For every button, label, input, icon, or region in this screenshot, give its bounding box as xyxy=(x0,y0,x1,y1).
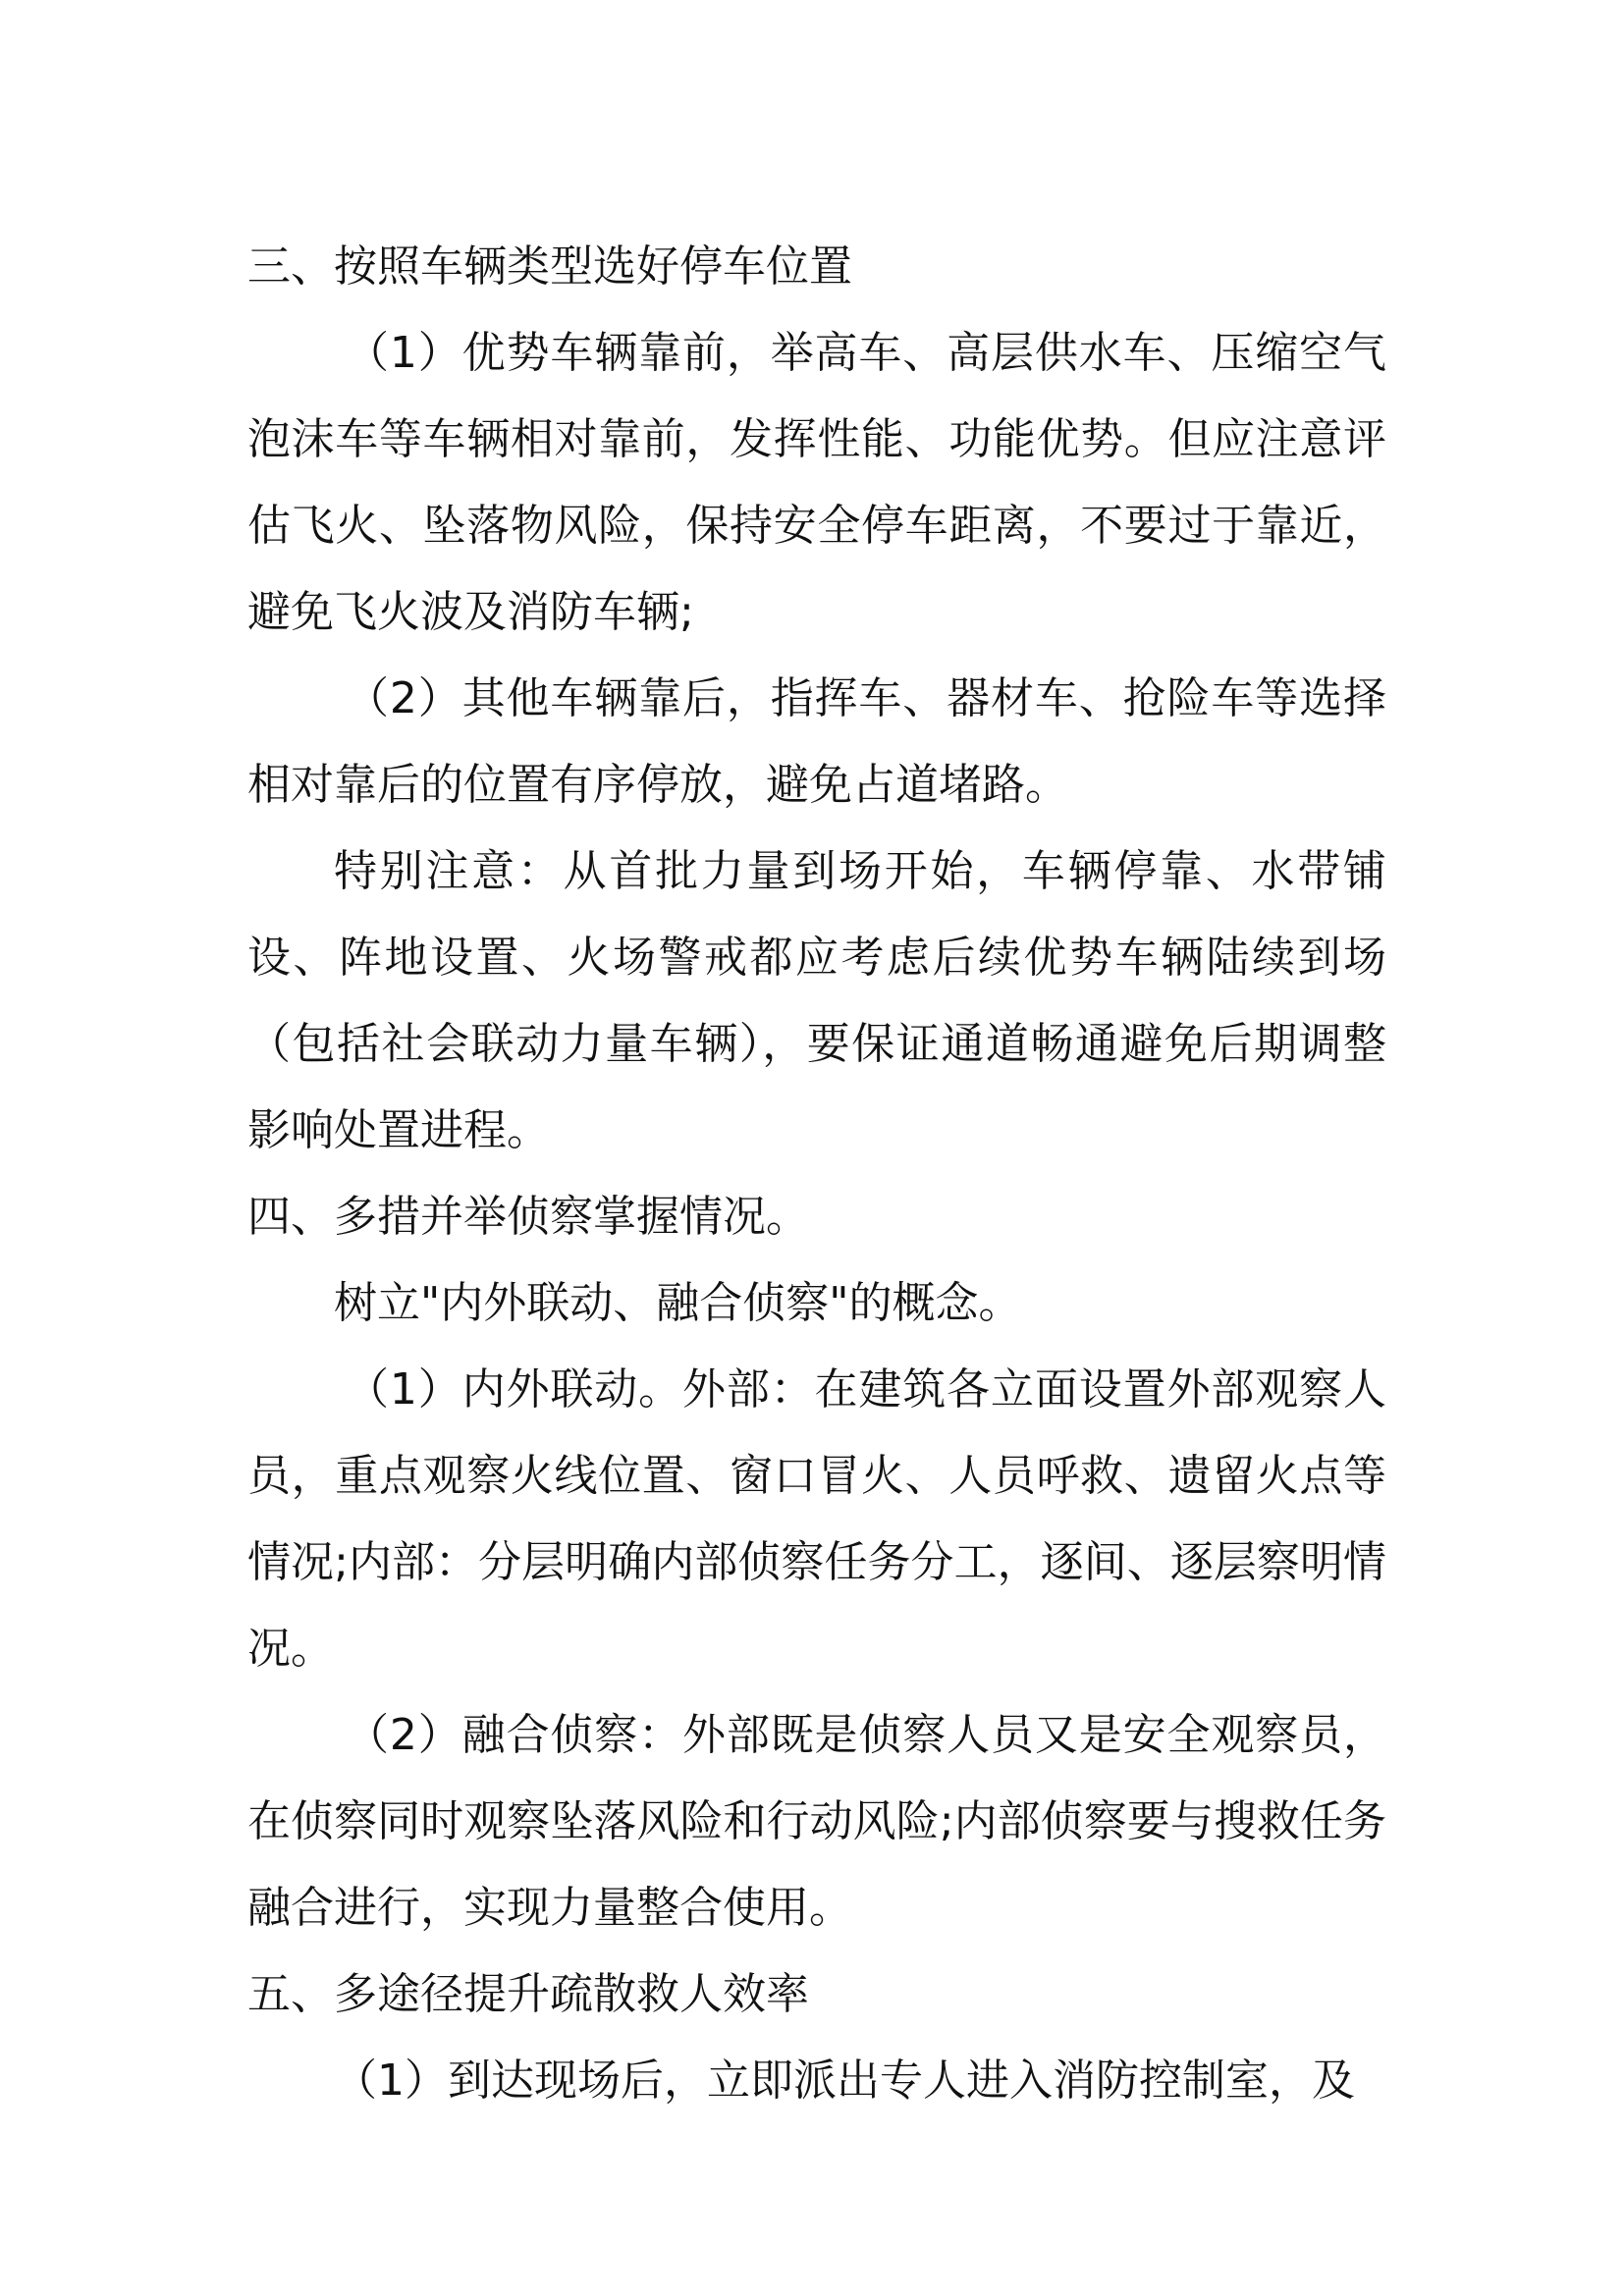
paragraph-4-intro: 树立"内外联动、融合侦察"的概念。 xyxy=(334,1278,1022,1328)
paragraph-3-2: （2）其他车辆靠后，指挥车、器材车、抢险车等选择相对靠后的位置有序停放，避免占道堵路。 xyxy=(247,673,1386,810)
document-body xyxy=(247,224,1386,2124)
paragraph-3-1: （1）优势车辆靠前，举高车、高层供水车、压缩空气泡沫车等车辆相对靠前，发挥性能、功能优势。但应注意评估飞火、坠落物风险，保持安全停车距离，不要过于靠近，避免飞火波及消防车辆; xyxy=(247,328,1386,637)
paragraph-5-1: （1）到达现场后，立即派出专人进入消防控制室，及 xyxy=(334,2056,1355,2106)
paragraph-4-1: （1）内外联动。外部：在建筑各立面设置外部观察人员，重点观察火线位置、窗口冒火、人员呼救、遗留火点等情况;内部：分层明确内部侦察任务分工，逐间、逐层察明情况。 xyxy=(247,1364,1386,1674)
section-heading-5: 五、多途径提升疏散救人效率 xyxy=(247,1969,809,2019)
section-heading-3: 三、按照车辆类型选好停车位置 xyxy=(247,241,852,292)
paragraph-4-2: （2）融合侦察：外部既是侦察人员又是安全观察员，在侦察同时观察坠落风险和行动风险;内部侦察要与搜救任务融合进行，实现力量整合使用。 xyxy=(247,1710,1386,1933)
paragraph-special-note: 特别注意：从首批力量到场开始，车辆停靠、水带铺设、阵地设置、火场警戒都应考虑后续优势车辆陆续到场（包括社会联动力量车辆），要保证通道畅通避免后期调整影响处置进程。 xyxy=(247,846,1386,1155)
section-heading-4: 四、多措并举侦察掌握情况。 xyxy=(247,1192,809,1242)
